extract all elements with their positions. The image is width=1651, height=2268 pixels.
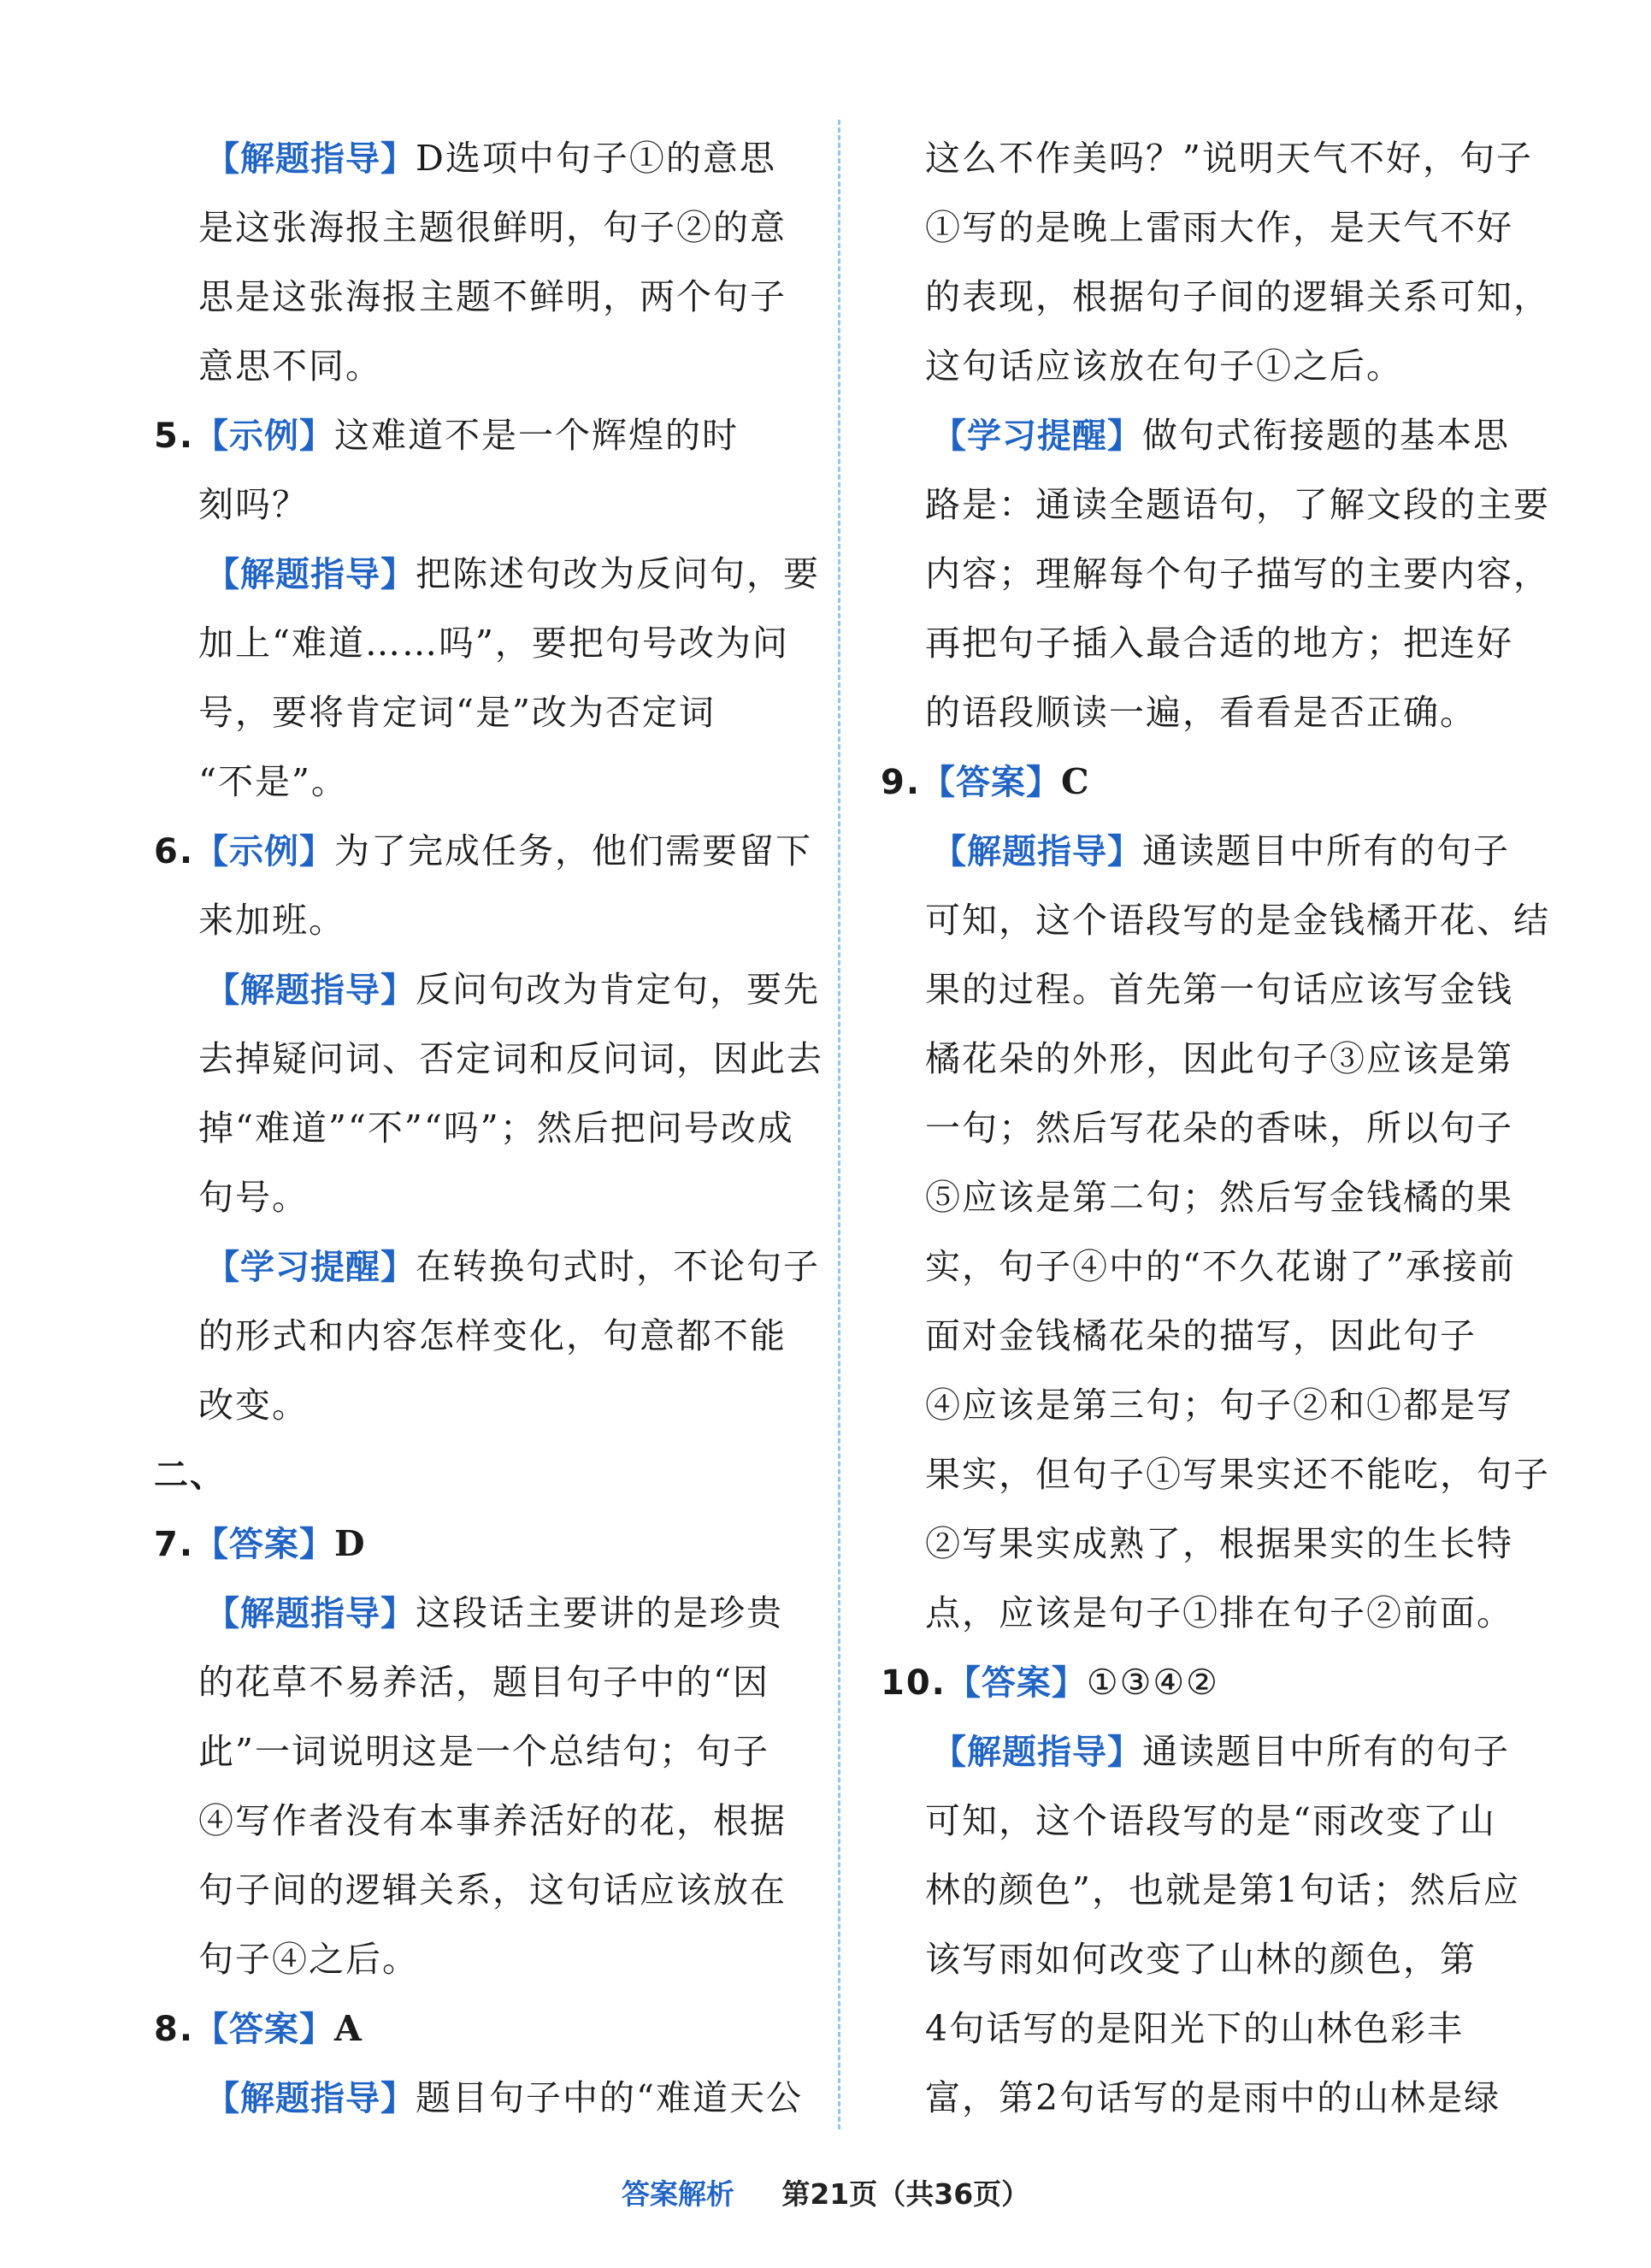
line-text: 去掉疑问词、否定词和反问词，因此去 xyxy=(198,1038,823,1079)
text-line xyxy=(881,609,1565,678)
text-line xyxy=(881,1925,1565,1994)
line-text: 果的过程。首先第一句话应该写金钱 xyxy=(925,969,1513,1010)
line-text: ①写的是晚上雷雨大作，是天气不好 xyxy=(925,207,1513,248)
section-tag: 【答案】 xyxy=(194,1525,335,1564)
text-line xyxy=(881,955,1565,1025)
text-line xyxy=(154,540,838,609)
text-line xyxy=(154,1025,838,1094)
text-line xyxy=(154,332,838,401)
line-text: 这句话应该放在句子①之后。 xyxy=(925,346,1403,387)
text-line xyxy=(881,747,1565,817)
line-text: 面对金钱橘花朵的描写，因此句子 xyxy=(925,1315,1477,1356)
item-number: 8. xyxy=(154,2010,195,2049)
text-line xyxy=(881,263,1565,332)
text-line xyxy=(881,1094,1565,1163)
text-line xyxy=(154,678,838,747)
line-text: 再把句子插入最合适的地方；把连好 xyxy=(925,623,1513,664)
section-tag: 【解题指导】 xyxy=(205,2079,416,2118)
text-line xyxy=(881,2064,1565,2133)
line-text: 该写雨如何改变了山林的颜色，第 xyxy=(925,1939,1477,1980)
left-column xyxy=(154,124,838,2133)
answer-letter: D xyxy=(334,1523,367,1564)
section-tag: 【解题指导】 xyxy=(205,1594,416,1633)
text-line xyxy=(154,1371,838,1440)
line-text: ①③④② xyxy=(1086,1662,1219,1703)
text-line xyxy=(881,1579,1565,1648)
text-line xyxy=(881,470,1565,540)
line-text: 通读题目中所有的句子 xyxy=(1142,1731,1510,1772)
text-line xyxy=(881,1440,1565,1509)
text-line xyxy=(881,886,1565,955)
line-text: 反问句改为肯定句，要先 xyxy=(416,969,820,1010)
right-column xyxy=(881,124,1565,2133)
line-text: 富，第2句话写的是雨中的山林是绿 xyxy=(925,2077,1501,2118)
text-line xyxy=(154,817,838,886)
text-line xyxy=(154,609,838,678)
text-line xyxy=(881,540,1565,609)
text-line xyxy=(154,1579,838,1648)
line-text: D选项中句子①的意思 xyxy=(416,138,776,179)
line-text: 通读题目中所有的句子 xyxy=(1142,830,1510,871)
line-text: 一句；然后写花朵的香味，所以句子 xyxy=(925,1107,1513,1149)
line-text: 句号。 xyxy=(198,1177,309,1218)
text-line xyxy=(154,1440,838,1509)
line-text: 林的颜色”，也就是第1句话；然后应 xyxy=(925,1869,1521,1911)
line-text: 点，应该是句子①排在句子②前面。 xyxy=(925,1592,1513,1633)
text-line xyxy=(154,1925,838,1994)
footer-page-number: 第21页（共36页） xyxy=(781,2177,1030,2211)
section-tag: 【答案】 xyxy=(194,2010,335,2049)
text-line xyxy=(881,817,1565,886)
section-tag: 【解题指导】 xyxy=(205,139,416,179)
section-tag: 【学习提醒】 xyxy=(932,416,1142,456)
line-text: 思是这张海报主题不鲜明，两个句子 xyxy=(198,276,787,317)
text-line xyxy=(154,470,838,540)
section-tag: 【学习提醒】 xyxy=(205,1248,416,1287)
text-line xyxy=(154,1163,838,1232)
line-text: 这难道不是一个辉煌的时 xyxy=(334,415,740,456)
section-tag: 【示例】 xyxy=(194,832,335,871)
text-line xyxy=(881,1232,1565,1302)
line-text: 此”一词说明这是一个总结句；句子 xyxy=(198,1731,769,1772)
item-number: 5. xyxy=(154,416,195,456)
answer-letter: C xyxy=(1061,761,1091,802)
text-line xyxy=(154,1994,838,2064)
line-text: 这段话主要讲的是珍贵 xyxy=(416,1592,783,1633)
text-line xyxy=(881,1648,1565,1717)
text-line xyxy=(154,886,838,955)
text-line xyxy=(881,1163,1565,1232)
text-line xyxy=(154,401,838,470)
text-line xyxy=(154,1856,838,1925)
text-line xyxy=(154,1648,838,1717)
answer-letter: A xyxy=(334,2008,363,2049)
text-line xyxy=(154,263,838,332)
text-line xyxy=(154,955,838,1025)
line-text: ②写果实成熟了，根据果实的生长特 xyxy=(925,1523,1513,1564)
line-text: 把陈述句改为反问句，要 xyxy=(416,553,820,594)
text-line xyxy=(154,747,838,817)
text-line xyxy=(154,2064,838,2133)
item-number: 7. xyxy=(154,1525,195,1564)
text-line xyxy=(881,1717,1565,1787)
line-text: ④应该是第三句；句子②和①都是写 xyxy=(925,1385,1513,1426)
text-line xyxy=(154,1232,838,1302)
text-line xyxy=(881,401,1565,470)
line-text: 内容；理解每个句子描写的主要内容， xyxy=(925,553,1550,594)
section-tag: 【示例】 xyxy=(194,416,335,456)
line-text: 掉“难道”“不”“吗”；然后把问号改成 xyxy=(198,1107,794,1149)
line-text: 这么不作美吗？”说明天气不好，句子 xyxy=(925,138,1533,179)
text-line xyxy=(881,678,1565,747)
line-text: 号，要将肯定词“是”改为否定词 xyxy=(198,692,716,733)
line-text: 4句话写的是阳光下的山林色彩丰 xyxy=(925,2008,1465,2049)
item-number: 6. xyxy=(154,832,195,871)
text-line xyxy=(881,124,1565,193)
line-text: 橘花朵的外形，因此句子③应该是第 xyxy=(925,1038,1513,1079)
line-text: 句子④之后。 xyxy=(198,1939,419,1980)
line-text: 做句式衔接题的基本思 xyxy=(1142,415,1510,456)
line-text: 果实，但句子①写果实还不能吃，句子 xyxy=(925,1454,1550,1495)
line-text: 意思不同。 xyxy=(198,346,382,387)
line-text: 可知，这个语段写的是“雨改变了山 xyxy=(925,1800,1496,1841)
item-number: 9. xyxy=(881,763,922,802)
line-text: 在转换句式时，不论句子 xyxy=(416,1246,820,1287)
text-line xyxy=(881,1509,1565,1579)
line-text: “不是”。 xyxy=(198,761,348,802)
text-line xyxy=(881,1302,1565,1371)
section-tag: 【解题指导】 xyxy=(932,1733,1142,1772)
line-text: 实，句子④中的“不久花谢了”承接前 xyxy=(925,1246,1516,1287)
text-line xyxy=(881,1994,1565,2064)
line-text: 路是：通读全题语句，了解文段的主要 xyxy=(925,484,1550,525)
text-line xyxy=(154,1717,838,1787)
line-text: 的语段顺读一遍，看看是否正确。 xyxy=(925,692,1477,733)
text-line xyxy=(881,1025,1565,1094)
line-text: ⑤应该是第二句；然后写金钱橘的果 xyxy=(925,1177,1513,1218)
column-divider xyxy=(838,120,840,2129)
text-line xyxy=(881,332,1565,401)
section-tag: 【答案】 xyxy=(921,763,1062,802)
section-tag: 【解题指导】 xyxy=(205,971,416,1010)
line-text: 是这张海报主题很鲜明，句子②的意 xyxy=(198,207,787,248)
line-text: 的表现，根据句子间的逻辑关系可知， xyxy=(925,276,1550,317)
item-number: 10. xyxy=(881,1663,946,1703)
line-text: 来加班。 xyxy=(198,900,345,941)
line-text: 为了完成任务，他们需要留下 xyxy=(334,830,813,871)
item-number: 二、 xyxy=(154,1456,226,1495)
line-text: 的形式和内容怎样变化，句意都不能 xyxy=(198,1315,787,1356)
section-tag: 【解题指导】 xyxy=(205,555,416,594)
line-text: ④写作者没有本事养活好的花，根据 xyxy=(198,1800,787,1841)
line-text: 加上“难道……吗”，要把句号改为问 xyxy=(198,623,789,664)
text-line xyxy=(881,193,1565,263)
line-text: 题目句子中的“难道天公 xyxy=(416,2077,803,2118)
text-line xyxy=(154,1787,838,1856)
text-line xyxy=(154,1509,838,1579)
line-text: 句子间的逻辑关系，这句话应该放在 xyxy=(198,1869,787,1911)
line-text: 可知，这个语段写的是金钱橘开花、结 xyxy=(925,900,1550,941)
page-footer xyxy=(0,2172,1651,2212)
text-line xyxy=(154,124,838,193)
footer-section-label: 答案解析 xyxy=(621,2177,734,2211)
text-line xyxy=(154,1094,838,1163)
text-line xyxy=(881,1787,1565,1856)
line-text: 改变。 xyxy=(198,1385,309,1426)
text-line xyxy=(154,1302,838,1371)
text-line xyxy=(881,1856,1565,1925)
text-line xyxy=(881,1371,1565,1440)
text-line xyxy=(154,193,838,263)
section-tag: 【答案】 xyxy=(946,1663,1087,1703)
section-tag: 【解题指导】 xyxy=(932,832,1142,871)
line-text: 刻吗？ xyxy=(198,484,309,525)
line-text: 的花草不易养活，题目句子中的“因 xyxy=(198,1662,769,1703)
